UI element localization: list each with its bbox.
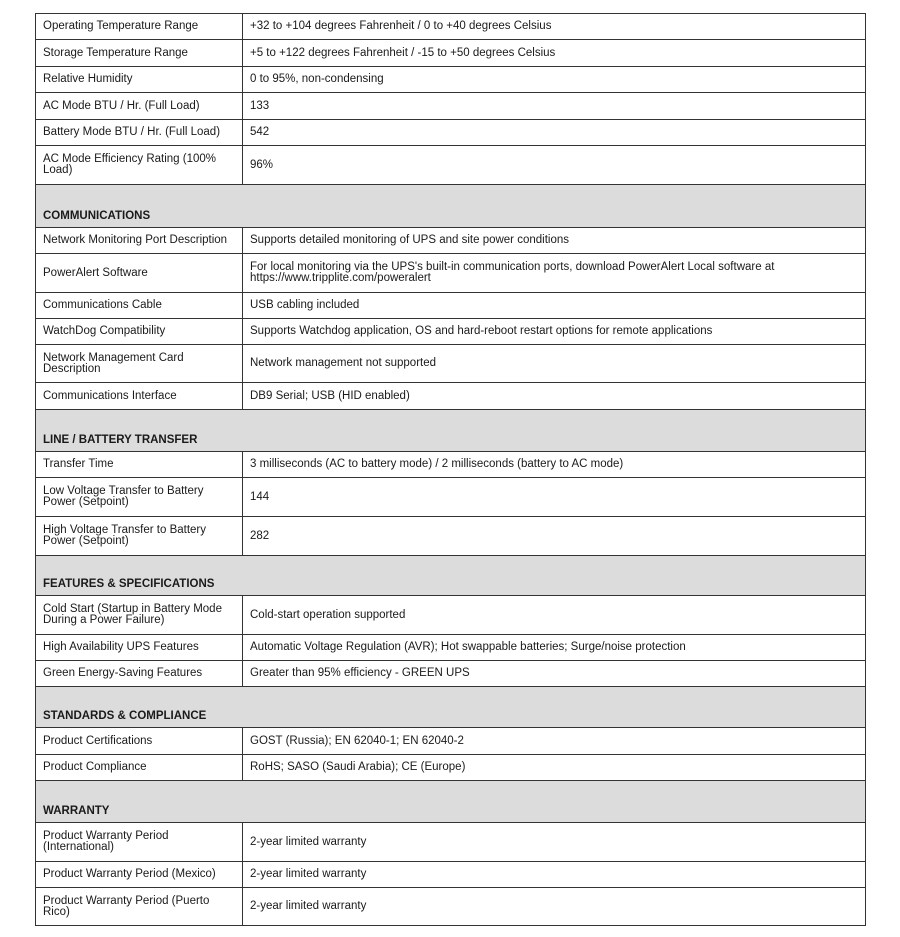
spec-value: +5 to +122 degrees Fahrenheit / -15 to +50 degrees Celsius (243, 40, 866, 67)
spec-row (36, 319, 866, 345)
spec-row (36, 383, 866, 410)
spec-label: Relative Humidity (36, 67, 243, 93)
spec-row (36, 517, 866, 556)
spec-label: Network Monitoring Port Description (36, 228, 243, 254)
spec-value: 3 milliseconds (AC to battery mode) / 2 milliseconds (battery to AC mode) (243, 452, 866, 478)
spec-value: 0 to 95%, non-condensing (243, 67, 866, 93)
spec-label: Product Compliance (36, 755, 243, 781)
spec-row (36, 755, 866, 781)
spec-row (36, 93, 866, 120)
spec-label: Transfer Time (36, 452, 243, 478)
spec-value: 2-year limited warranty (243, 823, 866, 862)
spec-value: 2-year limited warranty (243, 862, 866, 888)
spec-value: Greater than 95% efficiency - GREEN UPS (243, 661, 866, 687)
spec-value: USB cabling included (243, 293, 866, 319)
spec-label: AC Mode Efficiency Rating (100% Load) (36, 146, 243, 185)
spec-value: GOST (Russia); EN 62040-1; EN 62040-2 (243, 728, 866, 755)
spec-row (36, 345, 866, 383)
spec-label: Product Warranty Period (Mexico) (36, 862, 243, 888)
spec-label: Product Warranty Period (Puerto Rico) (36, 888, 243, 926)
spec-row (36, 120, 866, 146)
spec-value: DB9 Serial; USB (HID enabled) (243, 383, 866, 410)
spec-row (36, 14, 866, 40)
spec-value: Supports detailed monitoring of UPS and site power conditions (243, 228, 866, 254)
spec-table-body (36, 14, 866, 926)
spec-value: 133 (243, 93, 866, 120)
section-header (36, 185, 866, 228)
section-header (36, 410, 866, 452)
spec-label: Low Voltage Transfer to Battery Power (Setpoint) (36, 478, 243, 517)
spec-value: 2-year limited warranty (243, 888, 866, 926)
spec-value: Cold-start operation supported (243, 596, 866, 635)
spec-value: +32 to +104 degrees Fahrenheit / 0 to +40 degrees Celsius (243, 14, 866, 40)
section-title: FEATURES & SPECIFICATIONS (36, 556, 866, 596)
spec-label: Operating Temperature Range (36, 14, 243, 40)
spec-row (36, 661, 866, 687)
spec-value: 282 (243, 517, 866, 556)
spec-label: High Voltage Transfer to Battery Power (Setpoint) (36, 517, 243, 556)
spec-value: 144 (243, 478, 866, 517)
spec-label: Network Management Card Description (36, 345, 243, 383)
spec-row (36, 596, 866, 635)
spec-row (36, 146, 866, 185)
spec-value: Supports Watchdog application, OS and hard-reboot restart options for remote applications (243, 319, 866, 345)
section-header (36, 556, 866, 596)
spec-label: WatchDog Compatibility (36, 319, 243, 345)
spec-label: Communications Cable (36, 293, 243, 319)
spec-label: PowerAlert Software (36, 254, 243, 293)
spec-value: 542 (243, 120, 866, 146)
spec-label: Product Certifications (36, 728, 243, 755)
spec-row (36, 452, 866, 478)
spec-row (36, 862, 866, 888)
spec-row (36, 478, 866, 517)
spec-label: Storage Temperature Range (36, 40, 243, 67)
spec-label: Cold Start (Startup in Battery Mode During a Power Failure) (36, 596, 243, 635)
section-title: COMMUNICATIONS (36, 185, 866, 228)
spec-row (36, 823, 866, 862)
spec-value: RoHS; SASO (Saudi Arabia); CE (Europe) (243, 755, 866, 781)
spec-row (36, 228, 866, 254)
section-title: WARRANTY (36, 781, 866, 823)
section-header (36, 687, 866, 728)
spec-value: Network management not supported (243, 345, 866, 383)
spec-label: AC Mode BTU / Hr. (Full Load) (36, 93, 243, 120)
spec-value: For local monitoring via the UPS's built-in communication ports, download PowerAlert Local software at https://www.tripplite.com/poweralert (243, 254, 866, 293)
spec-row (36, 888, 866, 926)
section-title: LINE / BATTERY TRANSFER (36, 410, 866, 452)
spec-label: Product Warranty Period (International) (36, 823, 243, 862)
spec-row (36, 728, 866, 755)
spec-row (36, 293, 866, 319)
spec-row (36, 40, 866, 67)
section-title: STANDARDS & COMPLIANCE (36, 687, 866, 728)
spec-row (36, 635, 866, 661)
spec-value: 96% (243, 146, 866, 185)
spec-row (36, 254, 866, 293)
section-header (36, 781, 866, 823)
spec-label: Green Energy-Saving Features (36, 661, 243, 687)
spec-value: Automatic Voltage Regulation (AVR); Hot swappable batteries; Surge/noise protection (243, 635, 866, 661)
spec-label: Communications Interface (36, 383, 243, 410)
spec-label: Battery Mode BTU / Hr. (Full Load) (36, 120, 243, 146)
spec-row (36, 67, 866, 93)
spec-table (35, 13, 866, 926)
spec-label: High Availability UPS Features (36, 635, 243, 661)
